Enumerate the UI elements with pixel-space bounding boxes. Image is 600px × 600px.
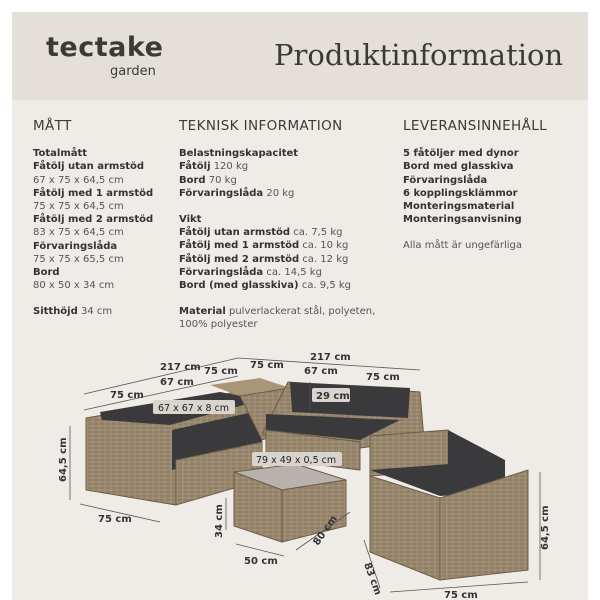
- dim-75-d: 75 cm: [366, 372, 400, 383]
- dim-75-b: 75 cm: [204, 366, 238, 377]
- matt-value: 75 x 75 x 64,5 cm: [33, 201, 124, 213]
- spec-value: ca. 9,5 kg: [301, 280, 352, 292]
- dim-75-a: 75 cm: [110, 390, 144, 401]
- sitthojd-value: 34 cm: [80, 306, 113, 318]
- spec-label: Förvaringslåda: [179, 266, 264, 278]
- leverans-item: 6 kopplingsklämmor: [403, 187, 518, 199]
- dim-67-a: 67 cm: [160, 377, 194, 388]
- dim-67-b: 67 cm: [304, 366, 338, 377]
- matt-value: 83 x 75 x 64,5 cm: [33, 227, 124, 239]
- spec-label: Förvaringslåda: [179, 187, 264, 199]
- matt-label: Fåtölj med 1 armstöd: [33, 187, 154, 199]
- matt-value: 75 x 75 x 65,5 cm: [33, 253, 124, 265]
- leverans-item: 5 fåtöljer med dynor: [403, 148, 519, 160]
- dim-chair-w: 75 cm: [444, 590, 478, 600]
- spec-label: Bord: [179, 174, 206, 186]
- dim-75-c: 75 cm: [250, 360, 284, 371]
- armchair: [370, 430, 528, 580]
- spec-value: 70 kg: [208, 174, 237, 186]
- spec-label: Fåtölj med 1 armstöd: [179, 240, 300, 252]
- brand-sub: garden: [110, 64, 156, 79]
- dim-table-l: 80 cm: [311, 513, 340, 548]
- dim-table-h: 34 cm: [214, 504, 225, 538]
- dim-total-right: 217 cm: [310, 352, 351, 363]
- teknisk-column: [179, 120, 379, 332]
- matt-label: Totalmått: [33, 148, 88, 160]
- material-label: Material: [179, 306, 226, 318]
- spec-value: ca. 14,5 kg: [266, 266, 322, 278]
- leverans-column: [403, 120, 583, 253]
- spec-value: 20 kg: [266, 187, 295, 199]
- leverans-item: Monteringsmaterial: [403, 201, 515, 213]
- spec-value: ca. 10 kg: [302, 240, 349, 252]
- dim-cushion: 67 x 67 x 8 cm: [158, 403, 230, 414]
- spec-label: Fåtölj: [179, 161, 211, 173]
- dim-height-left: 64,5 cm: [58, 437, 69, 482]
- material-value-2: 100% polyester: [179, 319, 258, 331]
- spec-label: Fåtölj utan armstöd: [179, 227, 291, 239]
- matt-label: Fåtölj med 2 armstöd: [33, 214, 154, 226]
- dim-total-left: 217 cm: [160, 362, 201, 373]
- dim-depth-left: 75 cm: [98, 514, 132, 525]
- leverans-item: Förvaringslåda: [403, 174, 488, 186]
- spec-value: ca. 12 kg: [302, 253, 349, 265]
- sitthojd-label: Sitthöjd: [33, 306, 78, 318]
- dim-table-top: 79 x 49 x 0,5 cm: [256, 455, 337, 466]
- matt-value: 67 x 75 x 64,5 cm: [33, 174, 124, 186]
- matt-label: Fåtölj utan armstöd: [33, 161, 145, 173]
- dim-backrest: 29 cm: [316, 391, 350, 402]
- leverans-note: Alla mått är ungefärliga: [403, 240, 522, 252]
- vikt-label: Vikt: [179, 214, 202, 226]
- spec-label: Fåtölj med 2 armstöd: [179, 253, 300, 265]
- matt-heading: MÅTT: [33, 118, 72, 134]
- leverans-item: Monteringsanvisning: [403, 214, 522, 226]
- dim-table-w: 50 cm: [244, 556, 278, 567]
- belastning-label: Belastningskapacitet: [179, 148, 299, 160]
- page-title: Produktinformation: [274, 38, 564, 72]
- brand-logo: tectake: [46, 32, 164, 63]
- matt-label: Förvaringslåda: [33, 240, 118, 252]
- header-band: [12, 12, 588, 100]
- spec-value: ca. 7,5 kg: [293, 227, 343, 239]
- leverans-heading: LEVERANSINNEHÅLL: [403, 118, 548, 134]
- matt-label: Bord: [33, 267, 60, 279]
- matt-value: 80 x 50 x 34 cm: [33, 280, 115, 292]
- spec-label: Bord (med glasskiva): [179, 280, 299, 292]
- furniture-illustration: [0, 330, 600, 600]
- dim-chair-d: 83 cm: [361, 561, 384, 597]
- teknisk-heading: TEKNISK INFORMATION: [179, 118, 343, 134]
- material-value: pulverlackerat stål, polyeten,: [228, 306, 376, 318]
- leverans-item: Bord med glasskiva: [403, 161, 514, 173]
- matt-column: [33, 120, 183, 319]
- spec-value: 120 kg: [213, 161, 249, 173]
- dim-chair-h: 64,5 cm: [540, 505, 551, 550]
